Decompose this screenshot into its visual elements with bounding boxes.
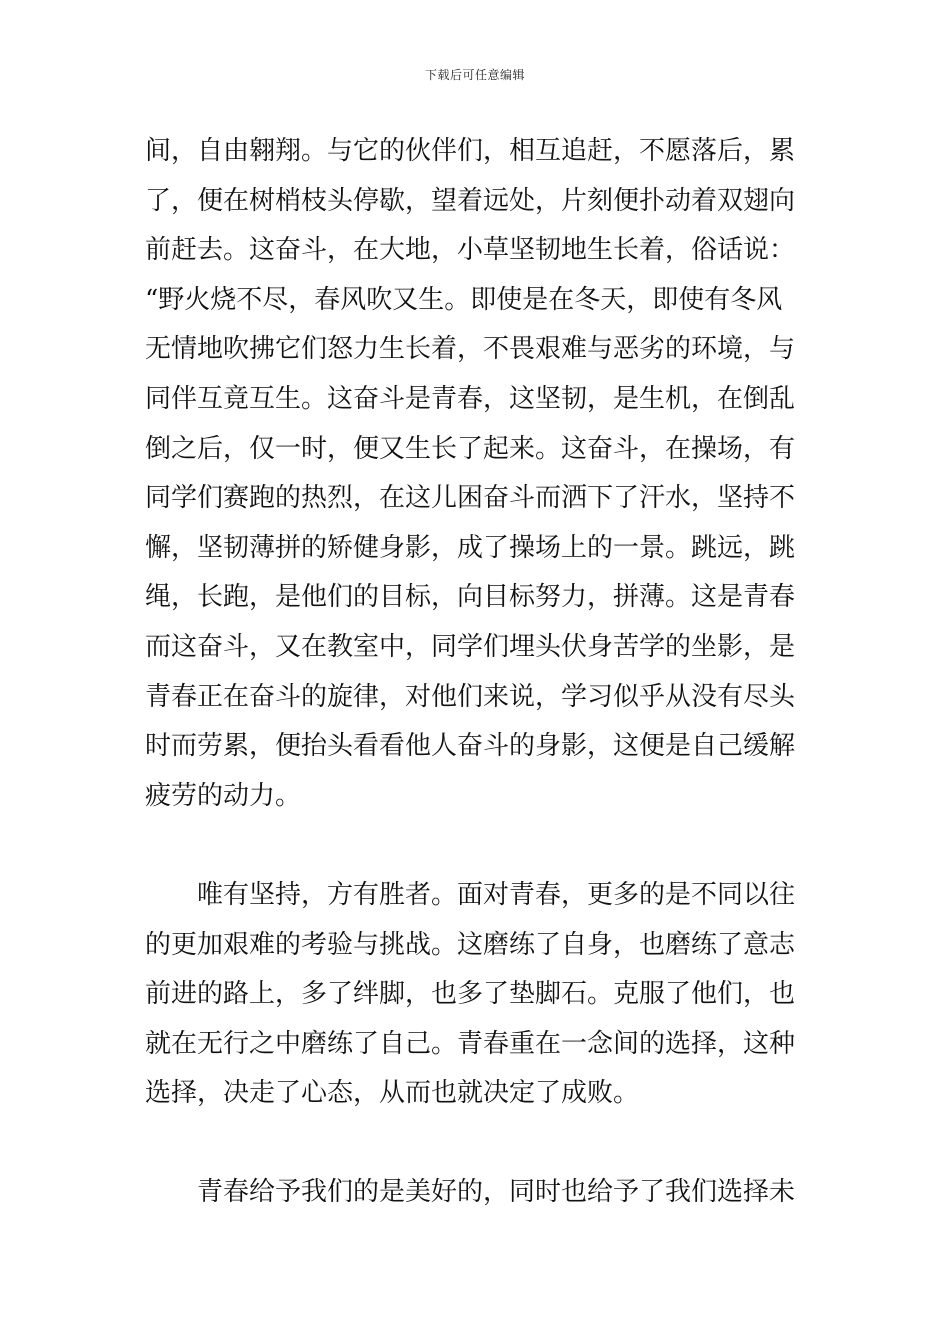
page-header: 下载后可任意编辑 <box>424 68 525 82</box>
text-line: 绳，长跑，是他们的目标，向目标努力，拼薄。这是青春 <box>145 582 796 613</box>
text-line: 的更加艰难的考验与挑战。这磨练了自身，也磨练了意志 <box>145 929 796 960</box>
paragraph-1 <box>145 127 810 821</box>
text-line: 青春正在奋斗的旋律，对他们来说，学习似乎从没有尽头 <box>145 681 796 712</box>
text-line: 就在无行之中磨练了自己。青春重在一念间的选择，这种 <box>145 1028 796 1059</box>
text-line: 青春给予我们的是美好的，同时也给予了我们选择未 <box>197 1177 796 1208</box>
paragraph-3 <box>145 1168 810 1218</box>
paragraph-spacer <box>145 821 810 871</box>
text-line: 了，便在树梢枝头停歇，望着远处，片刻便扑动着双翅向 <box>145 185 796 216</box>
text-line: 前进的路上，多了绊脚，也多了垫脚石。克服了他们，也 <box>145 979 796 1010</box>
text-line: “野火烧不尽，春风吹又生。即使是在冬天，即使有冬风 <box>145 284 783 315</box>
text-line: 而这奋斗，又在教室中，同学们埋头伏身苦学的坐影，是 <box>145 631 796 662</box>
paragraph-2 <box>145 871 810 1119</box>
text-line: 无情地吹拂它们怒力生长着，不畏艰难与恶劣的环境，与 <box>145 334 796 365</box>
paragraph-spacer <box>145 1119 810 1169</box>
document-body <box>145 127 810 1218</box>
text-line: 间，自由翱翔。与它的伙伴们，相互追赶，不愿落后，累 <box>145 136 796 166</box>
text-line: 时而劳累，便抬头看看他人奋斗的身影，这便是自己缓解 <box>145 731 796 762</box>
text-line: 前赶去。这奋斗，在大地，小草坚韧地生长着，俗话说： <box>145 235 796 266</box>
text-line: 同学们赛跑的热烈，在这儿困奋斗而洒下了汗水，坚持不 <box>145 483 796 514</box>
text-line: 同伴互竟互生。这奋斗是青春，这坚韧，是生机，在倒乱 <box>145 383 796 414</box>
text-line: 唯有坚持，方有胜者。面对青春，更多的是不同以往 <box>197 879 796 910</box>
text-line: 懈，坚韧薄拼的矫健身影，成了操场上的一景。跳远，跳 <box>145 532 796 563</box>
text-line: 倒之后，仅一时，便又生长了起来。这奋斗，在操场，有 <box>145 433 796 464</box>
text-line: 疲劳的动力。 <box>145 780 302 811</box>
text-line: 选择，决走了心态，从而也就决定了成败。 <box>145 1078 640 1109</box>
